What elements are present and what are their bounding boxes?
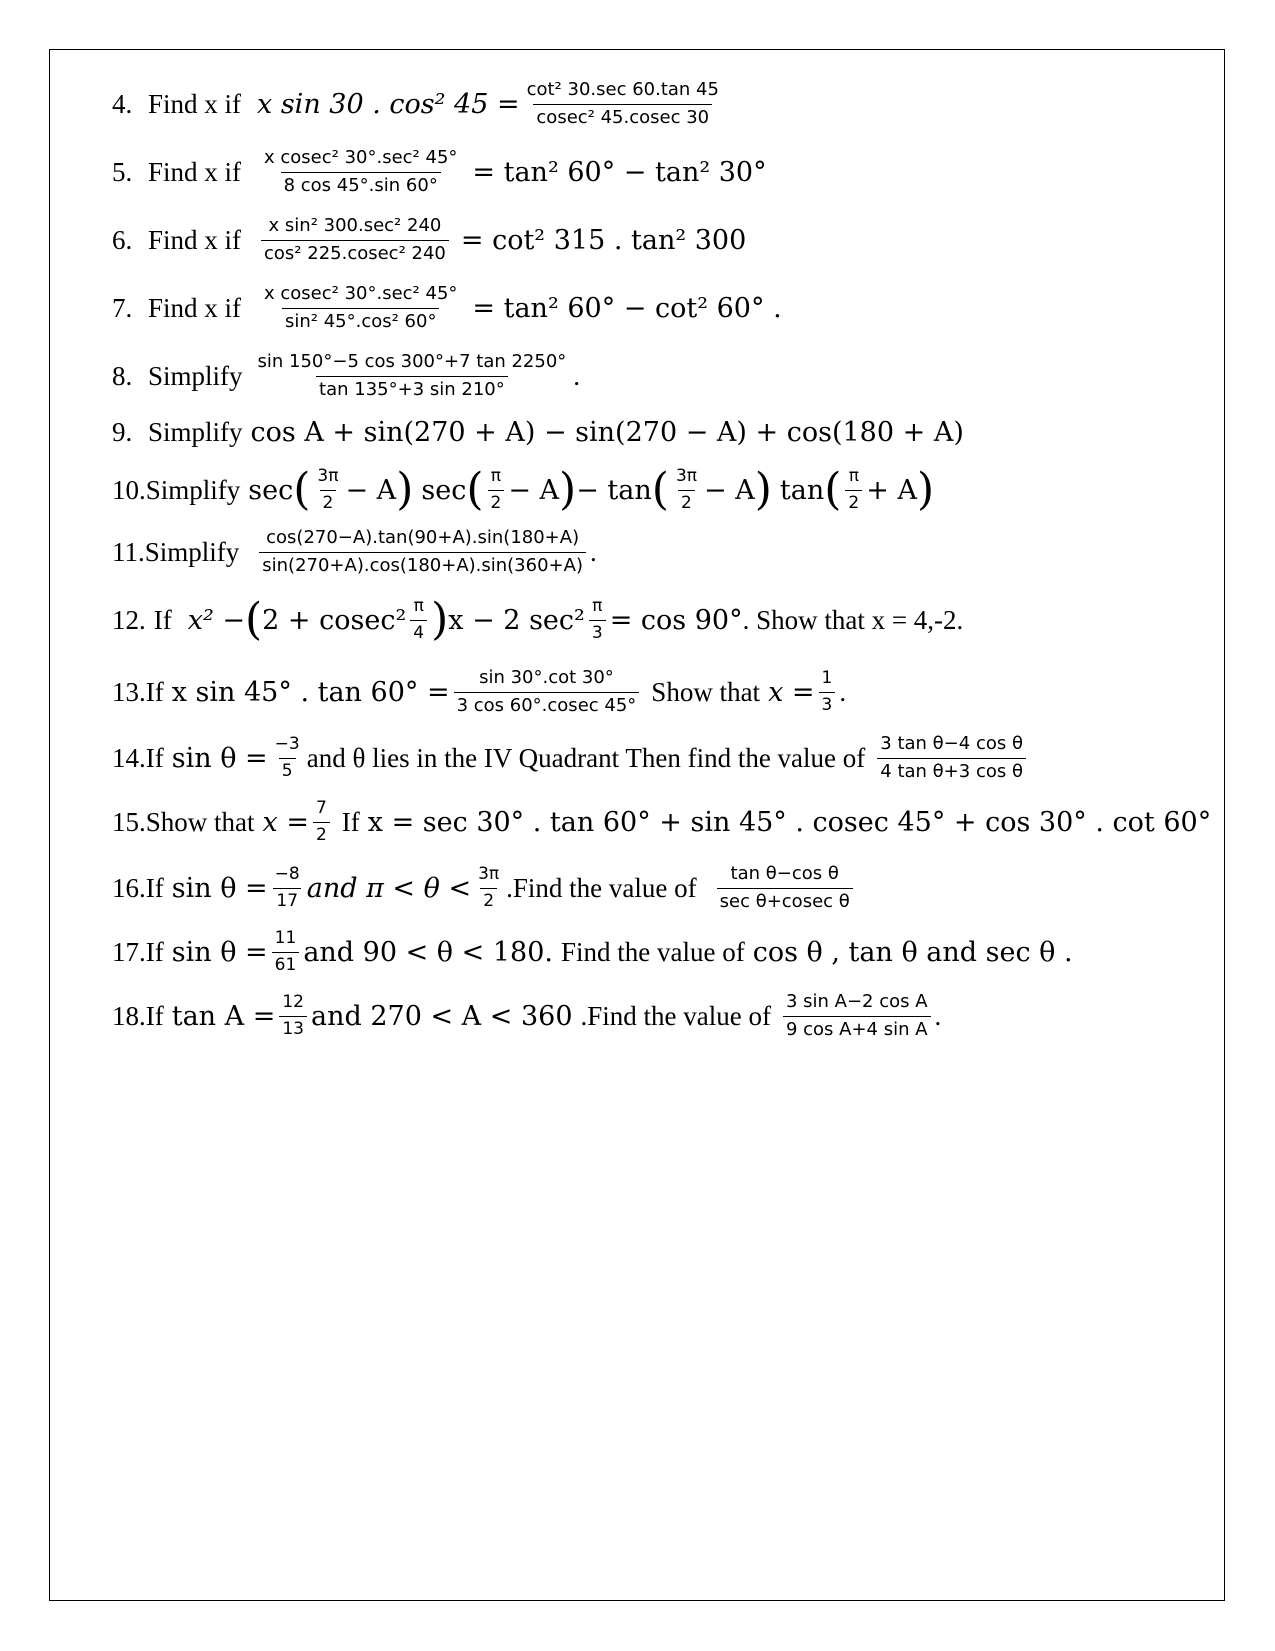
fraction-denominator: 9 cos A+4 sin A [783, 1016, 931, 1042]
fraction-numerator: x cosec² 30°.sec² 45° [264, 283, 458, 304]
fraction-numerator: −8 [274, 864, 300, 885]
question-number: 11. [112, 536, 145, 567]
fraction-denominator: 8 cos 45°.sin 60° [281, 172, 441, 198]
question-middle-text: If [341, 806, 360, 837]
fraction-denominator: sec θ+cosec θ [717, 888, 853, 914]
question-prefix: Find x if [148, 292, 242, 323]
equation-rhs: = tan² 60° − cot² 60° . [472, 292, 782, 324]
question-prefix: Find x if [148, 224, 242, 255]
fraction-numerator: π [848, 466, 859, 487]
fraction-denominator: 3 cos 60°.cosec 45° [454, 692, 640, 718]
fraction-numerator: 3π [675, 466, 697, 487]
fraction [717, 863, 853, 913]
expression-part: sec [421, 474, 467, 506]
fraction [272, 928, 300, 976]
expression-part: − tan [576, 474, 652, 506]
expression: x = sec 30° . tan 60° + sin 45° . cosec 45° + cos 30° . cot 60° [367, 806, 1212, 838]
question-number: 12. [112, 604, 146, 635]
fraction-denominator: 17 [273, 888, 301, 912]
question-12 [112, 588, 1212, 652]
fraction-denominator: 4 tan θ+3 cos θ [877, 758, 1026, 784]
question-suffix: . [839, 676, 847, 707]
question-prefix: If [153, 604, 172, 635]
question-middle-text: and θ lies in the IV Quadrant Then find the value of [306, 742, 866, 773]
fraction-denominator: sin(270+A).cos(180+A).sin(360+A) [259, 552, 586, 578]
equation-rhs: = cot² 315 . tan² 300 [460, 224, 747, 256]
paren-open: ( [293, 464, 311, 515]
question-prefix: Simplify [148, 416, 243, 447]
equation-lhs: x sin 30 . cos² 45 = [257, 88, 520, 120]
fraction-denominator: sin² 45°.cos² 60° [282, 308, 439, 334]
question-number: 8. [112, 360, 133, 391]
fraction [488, 466, 505, 514]
fraction [819, 668, 836, 716]
question-16 [112, 856, 1212, 920]
paren-close: ) [396, 464, 414, 515]
expression-part: tan [779, 474, 825, 506]
fraction-denominator: 2 [845, 490, 862, 514]
question-number: 17. [112, 936, 146, 967]
expression-part: x = [262, 806, 309, 838]
expression-part: and 90 < θ < 180. [303, 936, 553, 968]
question-14 [112, 726, 1212, 790]
paren-open: ( [824, 464, 842, 515]
paren-open: ( [245, 594, 263, 645]
fraction [261, 283, 460, 333]
expression-part: tan A = [171, 1000, 276, 1032]
fraction-denominator: cosec² 45.cosec 30 [533, 104, 712, 130]
question-number: 5. [112, 156, 133, 187]
fraction-numerator: π [490, 466, 502, 487]
question-suffix: . [934, 1000, 942, 1031]
question-10 [112, 458, 1212, 522]
question-number: 13. [112, 676, 146, 707]
question-15 [112, 790, 1212, 854]
question-prefix: Simplify [144, 536, 240, 567]
fraction-denominator: 2 [480, 888, 497, 912]
question-middle-text: .Find the value of [580, 1000, 771, 1031]
fraction [261, 147, 460, 197]
fraction-denominator: 3 [819, 692, 836, 716]
fraction-numerator: 3 sin A−2 cos A [785, 991, 928, 1012]
question-prefix: If [145, 936, 164, 967]
question-number: 18. [112, 1000, 146, 1031]
fraction-numerator: sin 30°.cot 30° [479, 667, 614, 688]
question-13 [112, 660, 1212, 724]
question-8 [112, 344, 1212, 408]
fraction [673, 466, 700, 514]
paren-close: ) [559, 464, 577, 515]
fraction-denominator: 2 [678, 490, 695, 514]
fraction-numerator: 3π [317, 466, 339, 487]
fraction-numerator: 11 [274, 928, 297, 949]
fraction [589, 596, 606, 644]
question-5 [112, 140, 1212, 204]
expression-part: sin θ = [171, 936, 268, 968]
fraction-numerator: 7 [315, 798, 327, 819]
fraction [272, 734, 303, 782]
expression-part: − A [345, 474, 397, 506]
fraction-numerator: x sin² 300.sec² 240 [268, 215, 442, 236]
expression-part: x − 2 sec² [448, 604, 585, 636]
paren-close: ) [754, 464, 772, 515]
fraction [783, 991, 931, 1041]
fraction [524, 79, 722, 129]
paren-close: ) [431, 594, 449, 645]
fraction [279, 992, 307, 1040]
fraction-numerator: π [413, 596, 424, 617]
fraction-denominator: 61 [272, 952, 300, 976]
fraction [314, 466, 341, 514]
question-number: 7. [112, 292, 133, 323]
question-suffix: . [573, 360, 581, 391]
expression-part: sin θ = [171, 872, 268, 904]
question-middle-text: Find the value of [560, 936, 745, 967]
fraction-numerator: cos(270−A).tan(90+A).sin(180+A) [266, 527, 580, 548]
fraction-denominator: tan 135°+3 sin 210° [316, 376, 508, 402]
paren-open: ( [651, 464, 669, 515]
fraction-denominator: 13 [279, 1016, 307, 1040]
expression: cos θ , tan θ and sec θ . [752, 936, 1073, 968]
question-number: 14. [112, 742, 146, 773]
expression-part: 2 + cosec² [262, 604, 407, 636]
question-suffix: . [589, 536, 597, 567]
fraction-numerator: tan θ−cos θ [730, 863, 839, 884]
question-prefix: If [145, 1000, 164, 1031]
fraction [877, 733, 1026, 783]
fraction-denominator: 3 [589, 620, 606, 644]
fraction [259, 527, 586, 577]
question-9 [112, 400, 1212, 464]
question-7 [112, 276, 1212, 340]
fraction-denominator: 5 [279, 758, 296, 782]
fraction [272, 864, 303, 912]
question-number: 16. [112, 872, 146, 903]
question-18 [112, 984, 1212, 1048]
question-prefix: If [145, 676, 164, 707]
question-prefix: If [145, 872, 164, 903]
paren-close: ) [916, 464, 935, 515]
fraction-denominator: 2 [313, 822, 330, 846]
fraction-numerator: x cosec² 30°.sec² 45° [264, 147, 458, 168]
question-number: 15. [112, 806, 146, 837]
expression-part: and 270 < A < 360 [311, 1000, 573, 1032]
question-prefix: Find x if [148, 156, 242, 187]
expression-part: = cos 90° [609, 604, 743, 636]
fraction [475, 864, 502, 912]
question-prefix: Show that [145, 806, 255, 837]
fraction-numerator: 3π [478, 864, 500, 885]
question-number: 4. [112, 88, 133, 119]
fraction-denominator: 2 [320, 490, 337, 514]
fraction [255, 351, 570, 401]
fraction-numerator: 12 [282, 992, 304, 1013]
fraction [313, 798, 330, 846]
question-prefix: Simplify [145, 474, 241, 505]
expression-part: x² − [187, 604, 245, 636]
expression: cos A + sin(270 + A) − sin(270 − A) + cos(180 + A) [250, 416, 964, 448]
question-suffix: . Show that x = 4,-2. [742, 604, 964, 635]
equation-lhs: x sin 45° . tan 60° = [171, 676, 450, 708]
expression-part: − A [704, 474, 755, 506]
fraction-numerator: 1 [821, 668, 833, 689]
equation-rhs: = tan² 60° − tan² 30° [472, 156, 767, 188]
fraction-numerator: 3 tan θ−4 cos θ [880, 733, 1023, 754]
question-11 [112, 520, 1212, 584]
question-number: 9. [112, 416, 133, 447]
question-number: 10. [112, 474, 146, 505]
fraction-numerator: π [592, 596, 603, 617]
fraction [261, 215, 449, 265]
fraction [454, 667, 640, 717]
expression-part: + A [866, 474, 917, 506]
question-prefix: If [145, 742, 164, 773]
fraction-denominator: 2 [488, 490, 505, 514]
expression-part: and π < θ < [306, 872, 472, 904]
expression-part: − A [508, 474, 560, 506]
question-prefix: Simplify [148, 360, 243, 391]
fraction [410, 596, 427, 644]
fraction-denominator: cos² 225.cosec² 240 [261, 240, 449, 266]
fraction-numerator: cot² 30.sec 60.tan 45 [526, 79, 719, 100]
paren-open: ( [466, 464, 484, 515]
fraction-denominator: 4 [410, 620, 427, 644]
fraction-numerator: sin 150°−5 cos 300°+7 tan 2250° [257, 351, 567, 372]
question-middle-text: .Find the value of [506, 872, 697, 903]
expression-part: x = [768, 676, 815, 708]
question-number: 6. [112, 224, 133, 255]
expression-part: sec [248, 474, 294, 506]
question-6 [112, 208, 1212, 272]
question-prefix: Find x if [148, 88, 242, 119]
question-middle-text: Show that [651, 676, 761, 707]
fraction-numerator: −3 [274, 734, 300, 755]
fraction [845, 466, 862, 514]
question-17 [112, 920, 1212, 984]
expression-part: sin θ = [171, 742, 268, 774]
question-4 [112, 72, 1212, 136]
